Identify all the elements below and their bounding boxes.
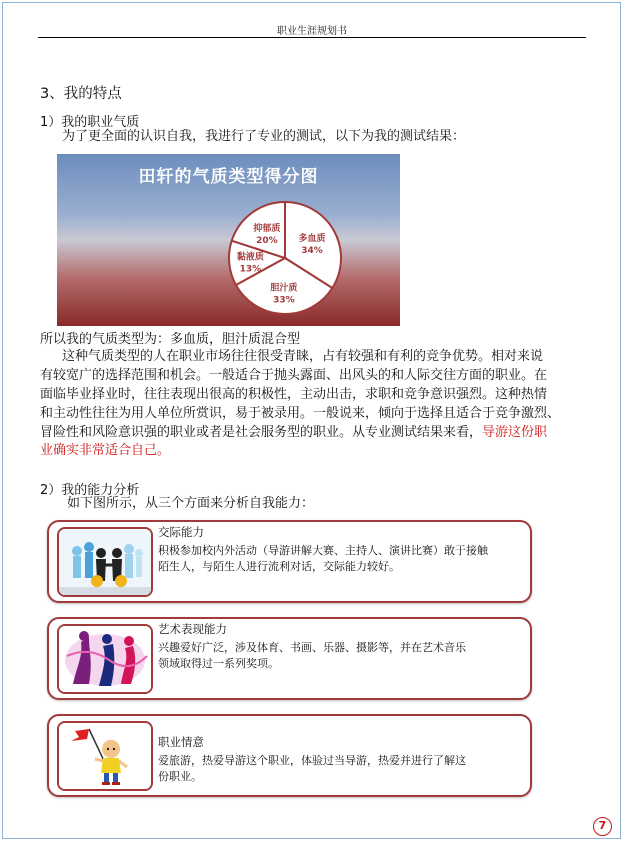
pie-category-label: 多血质 [298,234,326,245]
temperament-intro: 为了更全面的认识自我，我进行了专业的测试，以下为我的测试结果： [62,129,466,144]
card-body [158,543,528,575]
para-line-3: 面临毕业择业时，往往表现出很高的积极性，主动出击，求职和竞争意识强烈。这种热情 [40,387,548,402]
temperament-conclusion: 所以我的气质类型为：多血质，胆汁质混合型 [40,332,301,347]
pie-value-label: 13% [239,264,262,275]
page-number: 7 [593,817,612,836]
ability-card-art [47,617,532,700]
ability-card-passion [47,714,532,797]
ability-intro: 如下图所示，从三个方面来分析自我能力： [67,496,315,511]
para-line-5 [40,423,547,443]
pie-value-label: 20% [256,236,278,247]
page-header: 职业生涯规划书 [277,26,347,37]
card-line: 陌生人，与陌生人进行流利对话，交际能力较好。 [158,560,400,573]
card-line: 兴趣爱好广泛，涉及体育、书画、乐器、摄影等，并在艺术音乐 [158,641,466,654]
tour-guide-flag-illustration [57,721,153,791]
ability-card-social [47,520,532,603]
card-title: 交际能力 [158,525,204,539]
dancers-illustration [57,624,153,694]
para-highlight: 导游这份职 [482,425,548,440]
card-body [158,753,528,785]
chart-title: 田轩的气质类型得分图 [138,167,319,187]
pie-value-label: 34% [301,246,323,257]
card-body [158,640,528,672]
pie-category-label: 抑郁质 [253,224,281,235]
para-line-5-text: 冒险性和风险意识强的职业或者是社会服务型的职业。从专业测试结果来看， [40,425,483,440]
card-line: 爱旅游，热爱导游这个职业，体验过当导游，热爱并进行了解这 [158,754,466,767]
ability-heading: 2）我的能力分析 [40,483,140,498]
pie-svg [57,154,400,326]
card-line: 领域取得过一系列奖项。 [158,657,279,670]
handshake-illustration [57,527,153,597]
card-line: 积极参加校内外活动（导游讲解大赛、主持人、演讲比赛）敢于接触 [158,544,488,557]
card-title: 职业情意 [158,735,204,749]
para-line-6: 业确实非常适合自己。 [40,443,171,458]
para-line-4: 和主动性往往为用人单位所赏识，易于被录用。一般说来，倾向于选择且适合于竞争激烈、 [40,406,561,421]
pie-category-label: 胆汁质 [270,283,298,294]
temperament-heading: 1）我的职业气质 [40,115,140,130]
para-line-2: 有较宽广的选择范围和机会。一般适合于抛头露面、出风头的和人际交往方面的职业。在 [40,368,548,383]
section-heading: 3、我的特点 [40,86,122,102]
pie-value-label: 33% [273,295,295,306]
para-line-1: 这种气质类型的人在职业市场往往很受青睐，占有较强和有利的竞争优势。相对来说 [62,349,544,364]
temperament-pie-chart [57,154,400,326]
card-title: 艺术表现能力 [158,622,227,636]
header-rule [38,37,586,38]
pie-category-label: 黏液质 [236,252,264,263]
card-line: 份职业。 [158,770,202,783]
